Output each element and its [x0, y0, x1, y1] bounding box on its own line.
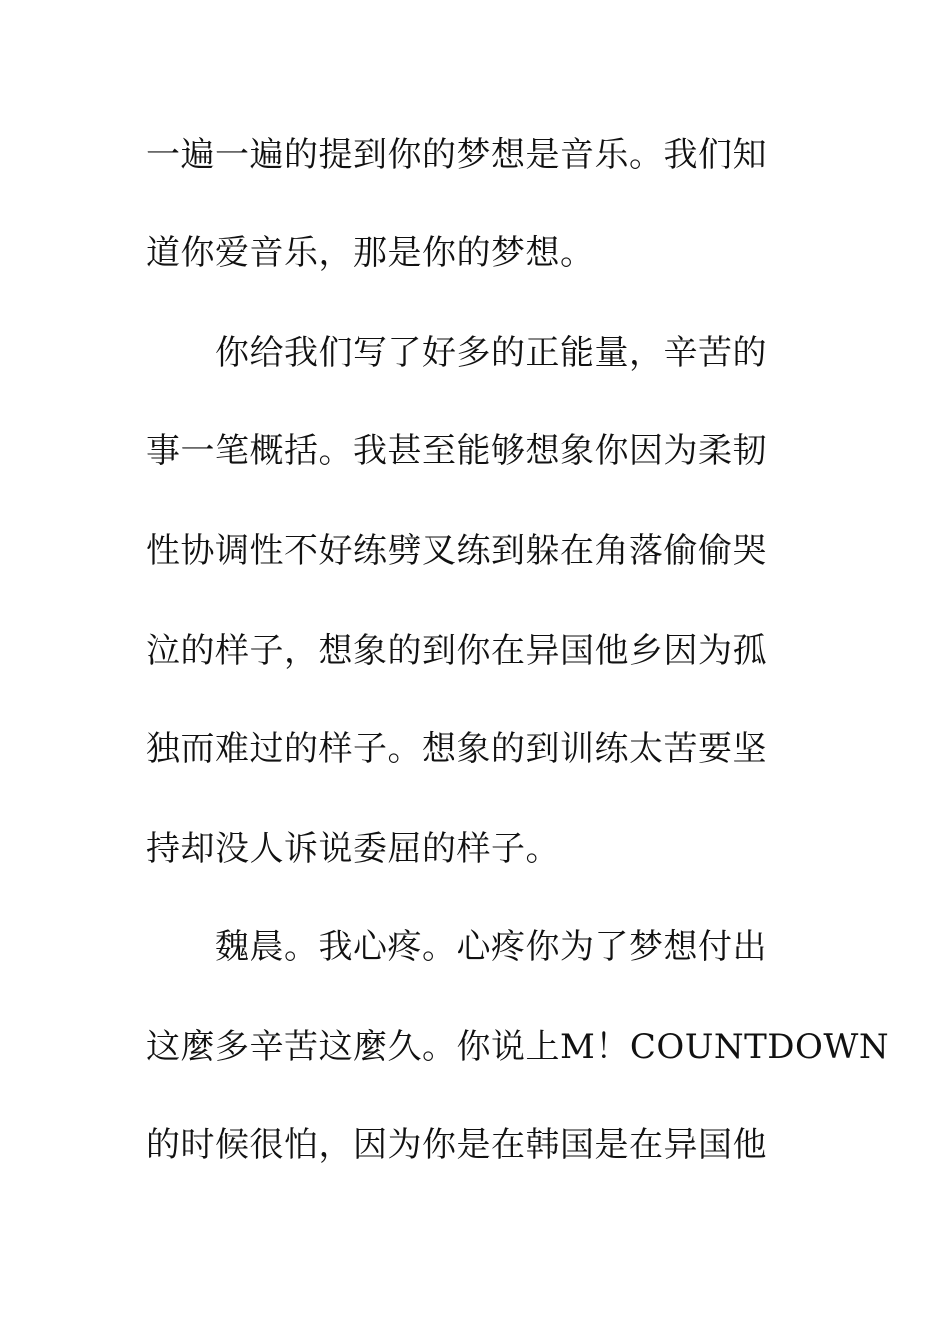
text-line: 持却没人诉说委屈的样子。 — [146, 829, 560, 869]
text-line: 性协调性不好练劈叉练到躲在角落偷偷哭 — [146, 531, 767, 571]
paragraph-start-line: 你给我们写了好多的正能量，辛苦的 — [215, 333, 767, 373]
text-line: 的时候很怕，因为你是在韩国是在异国他 — [146, 1125, 767, 1165]
text-line: 道你爱音乐，那是你的梦想。 — [146, 233, 595, 273]
text-line: 一遍一遍的提到你的梦想是音乐。我们知 — [146, 135, 767, 175]
text-line: 泣的样子，想象的到你在异国他乡因为孤 — [146, 631, 767, 671]
text-line: 独而难过的样子。想象的到训练太苦要坚 — [146, 729, 767, 769]
text-line: 事一笔概括。我甚至能够想象你因为柔韧 — [146, 431, 767, 471]
text-line: 这麼多辛苦这麼久。你说上M！COUNTDOWN — [146, 1027, 890, 1067]
paragraph-start-line: 魏晨。我心疼。心疼你为了梦想付出 — [215, 927, 767, 967]
